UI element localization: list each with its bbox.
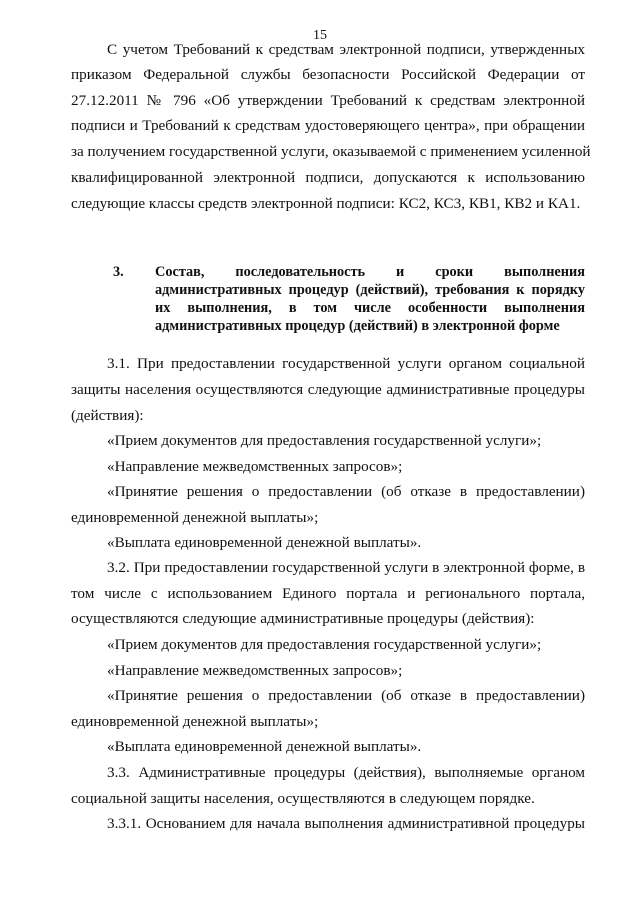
list-item: «Выплата единовременной денежной выплаты». — [107, 738, 422, 755]
section-title-line: административных процедур (действий), требования к порядку — [155, 282, 585, 298]
section-title-line: Состав, последовательность и сроки выполнения — [155, 264, 585, 280]
paragraph-line: (действия): — [71, 407, 144, 424]
list-item: единовременной денежной выплаты»; — [71, 713, 319, 730]
paragraph-line: 3.1. При предоставлении государственной услуги органом социальной — [107, 355, 585, 372]
paragraph-line: квалифицированной электронной подписи, допускаются к использованию — [71, 169, 585, 186]
section-title-line: административных процедур (действий) в электронной форме — [155, 318, 560, 334]
section-number: 3. — [113, 264, 124, 280]
paragraph-line: социальной защиты населения, осуществляются в следующем порядке. — [71, 790, 535, 807]
section-title-line: их выполнения, в том числе особенности выполнения — [155, 300, 585, 316]
list-item: «Прием документов для предоставления государственной услуги»; — [107, 432, 542, 449]
paragraph-line: приказом Федеральной службы безопасности Российской Федерации от — [71, 66, 585, 83]
list-item: «Направление межведомственных запросов»; — [107, 662, 403, 679]
paragraph-line: том числе с использованием Единого портала и регионального портала, — [71, 585, 585, 602]
paragraph-line: 27.12.2011 № 796 «Об утверждении Требований к средствам электронной — [71, 92, 585, 109]
list-item: «Прием документов для предоставления государственной услуги»; — [107, 636, 542, 653]
paragraph-line: 3.2. При предоставлении государственной услуги в электронной форме, в — [107, 559, 585, 576]
paragraph-line: подписи и Требований к средствам удостоверяющего центра», при обращении — [71, 117, 585, 134]
paragraph-line: 3.3. Административные процедуры (действия), выполняемые органом — [107, 764, 585, 781]
list-item: «Принятие решения о предоставлении (об отказе в предоставлении) — [107, 687, 585, 704]
paragraph-line: 3.3.1. Основанием для начала выполнения административной процедуры — [107, 815, 585, 832]
paragraph-line: С учетом Требований к средствам электронной подписи, утвержденных — [107, 41, 585, 58]
list-item: «Принятие решения о предоставлении (об отказе в предоставлении) — [107, 483, 585, 500]
list-item: «Направление межведомственных запросов»; — [107, 458, 403, 475]
paragraph-line: защиты населения осуществляются следующие административные процедуры — [71, 381, 585, 398]
list-item: «Выплата единовременной денежной выплаты». — [107, 534, 422, 551]
paragraph-line: осуществляются следующие административные процедуры (действия): — [71, 610, 535, 627]
page-number: 15 — [313, 28, 327, 43]
list-item: единовременной денежной выплаты»; — [71, 509, 319, 526]
paragraph-line: следующие классы средств электронной подписи: КС2, КС3, КВ1, КВ2 и КА1. — [71, 195, 581, 212]
paragraph-line: за получением государственной услуги, оказываемой с применением усиленной — [71, 143, 591, 160]
